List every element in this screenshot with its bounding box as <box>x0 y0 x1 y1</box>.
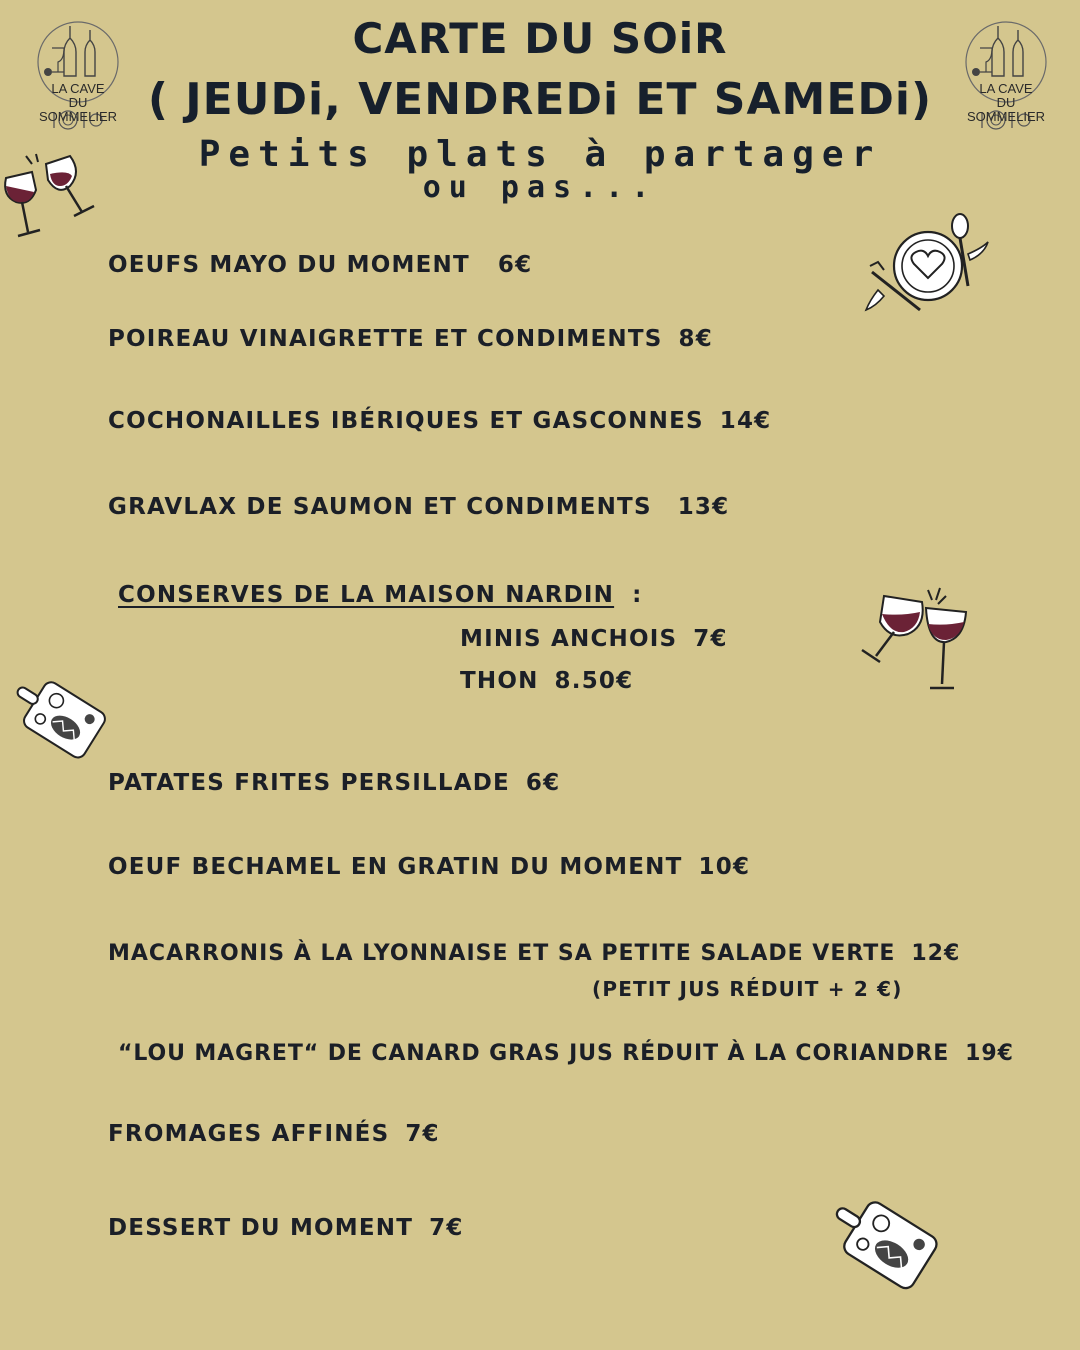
menu-item-name: THON <box>460 668 539 694</box>
menu-item-name: GRAVLAX DE SAUMON ET CONDIMENTS <box>108 494 652 520</box>
menu-item <box>108 326 713 352</box>
menu-item <box>108 494 729 520</box>
menu-item-name: POIREAU VINAIGRETTE ET CONDIMENTS <box>108 326 663 352</box>
menu-item <box>460 668 633 694</box>
charcuterie-board-icon <box>826 1190 940 1294</box>
menu-item <box>108 252 532 278</box>
menu-item <box>108 1121 440 1147</box>
menu-item-price: 10€ <box>698 854 751 880</box>
menu-item-price: 19€ <box>965 1041 1014 1066</box>
wine-cheers-icon <box>0 148 100 244</box>
conserves-colon: : <box>632 582 643 608</box>
menu-item-price: 14€ <box>719 408 772 434</box>
menu-item-price: 13€ <box>677 494 730 520</box>
menu-item <box>108 1215 464 1241</box>
menu-item <box>108 408 771 434</box>
logo-line-2: DU SOMMELIER <box>966 95 1045 124</box>
tagline-line-2: ou pas... <box>422 170 658 205</box>
menu-item-name: MINIS ANCHOIS <box>460 626 678 652</box>
menu-item-price: 7€ <box>693 626 728 652</box>
conserves-title: CONSERVES DE LA MAISON NARDIN <box>118 582 615 608</box>
menu-item-name: DESSERT DU MOMENT <box>108 1215 414 1241</box>
charcuterie-board-icon <box>8 672 108 762</box>
menu-item-price: 7€ <box>405 1121 440 1147</box>
menu-item <box>108 770 560 796</box>
logo-line-1: LA CAVE <box>979 81 1033 96</box>
menu-item-price: 6€ <box>497 252 533 278</box>
menu-item-name: PATATES FRITES PERSILLADE <box>108 770 510 796</box>
menu-item-price: 7€ <box>429 1215 464 1241</box>
menu-item-name: “LOU MAGRET“ DE CANARD GRAS JUS RÉDUIT À LA CORIANDRE <box>118 1041 950 1066</box>
menu-item-name: COCHONAILLES IBÉRIQUES ET GASCONNES <box>108 408 704 434</box>
menu-item <box>118 1041 1014 1066</box>
days-subtitle: ( JEUDi, VENDREDi ET SAMEDi) <box>147 74 933 125</box>
menu-item-note: (PETIT JUS RÉDUIT + 2 €) <box>592 977 903 1001</box>
menu-item-name: FROMAGES AFFINÉS <box>108 1121 390 1147</box>
wine-cheers-icon <box>856 584 974 698</box>
logo-line-2: DU SOMMELIER <box>38 95 117 124</box>
menu-item-name: OEUFS MAYO DU MOMENT <box>108 252 470 278</box>
menu-item-price: 6€ <box>525 770 561 796</box>
page-title: CARTE DU SOiR <box>352 14 728 63</box>
menu-item-price: 8.50€ <box>554 668 634 694</box>
plate-cutlery-heart-icon <box>864 210 990 318</box>
menu-item-price: 12€ <box>911 941 961 966</box>
menu-item <box>460 626 728 652</box>
menu-item-price: 8€ <box>678 326 713 352</box>
conserves-heading <box>118 582 643 608</box>
menu-item <box>108 941 960 966</box>
menu-item <box>108 854 750 880</box>
menu-item-name: MACARRONIS À LA LYONNAISE ET SA PETITE SALADE VERTE <box>108 941 896 966</box>
menu-item-name: OEUF BECHAMEL EN GRATIN DU MOMENT <box>108 854 683 880</box>
tagline-line-1: Petits plats à partager <box>198 134 882 175</box>
logo-line-1: LA CAVE <box>51 81 105 96</box>
